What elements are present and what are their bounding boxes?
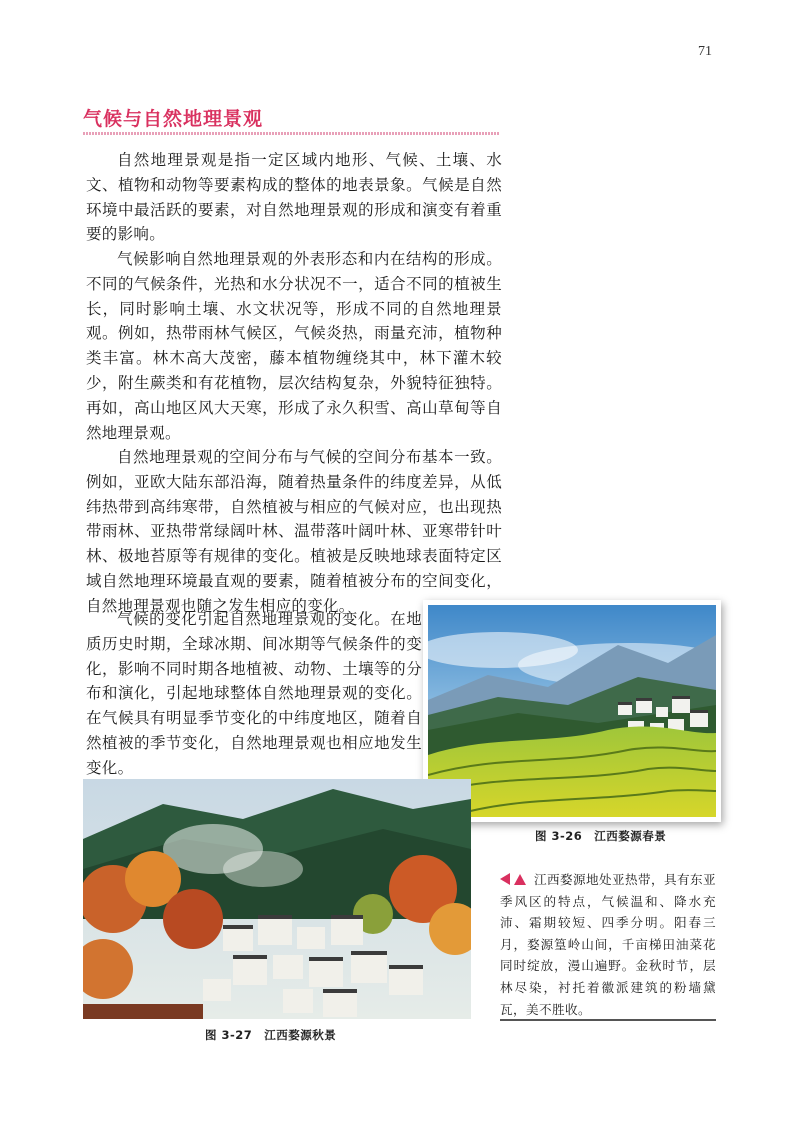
body-paragraph-2: 气候影响自然地理景观的外表形态和内在结构的形成。不同的气候条件，光热和水分状况不一，适合不同的植被生长，同时影响土壤、水文状况等，形成不同的自然地理景观。例如，热带雨林气候区，气候炎热，雨量充沛，植物种类丰富。林木高大茂密，藤本植物缠绕其中，林下灌木较少，附生蕨类和有花植物，层次结构复杂，外貌特征独特。再如，高山地区风大天寒，形成了永久积雪、高山草甸等自然地理景观。: [86, 250, 502, 442]
page-number: 71: [698, 44, 712, 59]
body-paragraph-3: 自然地理景观的空间分布与气候的空间分布基本一致。例如，亚欧大陆东部沿海，随着热量条件的纬度差异，从低纬热带到高纬寒带，自然植被与相应的气候对应，也出现热带雨林、亚热带常绿阔叶林、温带落叶阔叶林、亚寒带针叶林、极地苔原等有规律的变化。植被是反映地球表面特定区域自然地理环境最直观的要素，随着植被分布的空间变化，自然地理景观也随之发生相应的变化。: [86, 448, 502, 615]
triangle-up-icon: [514, 874, 526, 885]
title-divider: [83, 132, 499, 135]
autumn-landscape-photo: [83, 779, 471, 1019]
sidebar-note-text: 江西婺源地处亚热带，具有东亚季风区的特点，气候温和、降水充沛、霜期较短、四季分明。阳春三月，婺源篁岭山间，千亩梯田油菜花同时绽放，漫山遍野。金秋时节，层林尽染，衬托着徽派建筑的粉墙黛瓦，美不胜收。: [500, 872, 716, 1017]
body-paragraph-4: 气候的变化引起自然地理景观的变化。在地质历史时期，全球冰期、间冰期等气候条件的变化，影响不同时期各地植被、动物、土壤等的分布和演化，引起地球整体自然地理景观的变化。在气候具有明显季节变化的中纬度地区，随着自然植被的季节变化，自然地理景观也相应地发生变化。: [86, 610, 422, 777]
body-paragraph-1: 自然地理景观是指一定区域内地形、气候、土壤、水文、植物和动物等要素构成的整体的地表景象。气候是自然环境中最活跃的要素，对自然地理景观的形成和演变有着重要的影响。: [86, 151, 502, 244]
spring-photo-caption: 图 3-26 江西婺源春景: [535, 829, 667, 843]
triangle-left-icon: [500, 873, 510, 885]
sidebar-divider: [500, 1019, 716, 1021]
spring-landscape-photo: [428, 605, 716, 817]
section-title: 气候与自然地理景观: [83, 108, 264, 130]
sidebar-note: [500, 869, 716, 1020]
autumn-photo-caption: 图 3-27 江西婺源秋景: [205, 1028, 337, 1042]
